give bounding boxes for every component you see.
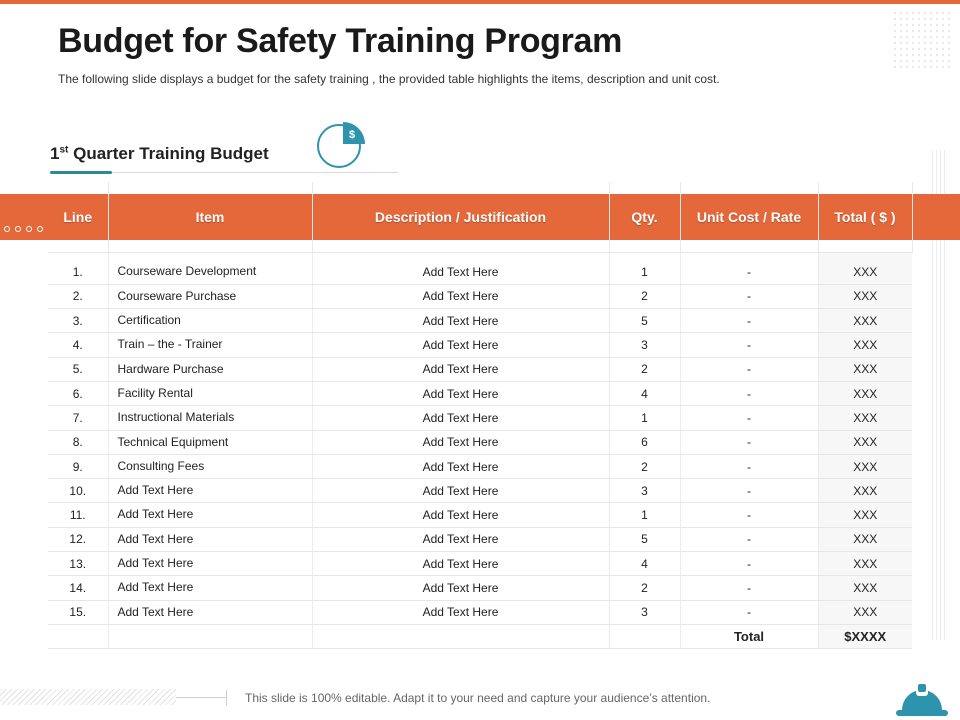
row-qty: 2 [609,357,680,381]
footer-note: This slide is 100% editable. Adapt it to your need and capture your audience’s attention. [245,691,711,705]
table-row [48,333,912,357]
row-description: Add Text Here [312,503,609,527]
section-title-text: Quarter Training Budget [68,144,269,163]
row-qty: 6 [609,430,680,454]
row-total: XXX [818,309,912,333]
row-description: Add Text Here [312,406,609,430]
row-unit-cost: - [680,430,818,454]
row-item: Add Text Here [108,552,312,576]
row-unit-cost: - [680,357,818,381]
row-qty: 2 [609,454,680,478]
table-row [48,552,912,576]
pie-dollar-symbol: $ [348,129,356,141]
header-unit-cost: Unit Cost / Rate [680,182,818,252]
safety-helmet-icon [892,680,952,720]
row-description: Add Text Here [312,260,609,284]
total-empty-cell [48,624,108,648]
row-unit-cost: - [680,576,818,600]
table-row [48,406,912,430]
table-row [48,430,912,454]
page-subtitle: The following slide displays a budget for the safety training , the provided table highlights the items, description and unit cost. [58,72,720,86]
header-qty: Qty. [609,182,680,252]
top-accent-bar [0,0,960,4]
row-unit-cost: - [680,260,818,284]
circle-icon [26,226,32,232]
row-total: XXX [818,260,912,284]
footer-hatch [0,689,176,705]
row-total: XXX [818,357,912,381]
row-qty: 3 [609,333,680,357]
table-row [48,309,912,333]
row-qty: 4 [609,552,680,576]
table-body [48,252,912,648]
table-row [48,454,912,478]
row-total: XXX [818,406,912,430]
row-description: Add Text Here [312,309,609,333]
row-unit-cost: - [680,552,818,576]
row-line: 12. [48,527,108,551]
table-row [48,260,912,284]
table-row [48,600,912,624]
row-total: XXX [818,430,912,454]
row-line: 14. [48,576,108,600]
row-unit-cost: - [680,381,818,405]
row-description: Add Text Here [312,430,609,454]
row-qty: 5 [609,527,680,551]
row-qty: 1 [609,406,680,430]
row-total: XXX [818,576,912,600]
circle-icon [15,226,21,232]
row-line: 4. [48,333,108,357]
row-item: Courseware Development [108,260,312,284]
decorative-circles [4,226,43,232]
row-item: Add Text Here [108,479,312,503]
row-qty: 1 [609,260,680,284]
row-item: Technical Equipment [108,430,312,454]
row-unit-cost: - [680,284,818,308]
row-item: Add Text Here [108,576,312,600]
row-total: XXX [818,527,912,551]
row-line: 8. [48,430,108,454]
row-description: Add Text Here [312,454,609,478]
circle-icon [4,226,10,232]
row-item: Certification [108,309,312,333]
header-line: Line [48,182,108,252]
row-unit-cost: - [680,479,818,503]
footer-line [176,697,226,698]
row-line: 9. [48,454,108,478]
row-item: Add Text Here [108,527,312,551]
header-description: Description / Justification [312,182,609,252]
row-qty: 2 [609,284,680,308]
footer-divider [226,690,227,706]
total-empty-cell [108,624,312,648]
total-value: $XXXX [818,624,912,648]
budget-table [48,182,913,649]
table-row [48,503,912,527]
row-unit-cost: - [680,454,818,478]
total-label: Total [680,624,818,648]
section-title [50,144,269,164]
row-line: 6. [48,381,108,405]
row-unit-cost: - [680,527,818,551]
table-row [48,576,912,600]
table-header-row [48,182,912,252]
row-item: Consulting Fees [108,454,312,478]
row-line: 13. [48,552,108,576]
page-title: Budget for Safety Training Program [58,22,623,60]
table-row [48,284,912,308]
row-line: 7. [48,406,108,430]
total-empty-cell [312,624,609,648]
row-item: Add Text Here [108,600,312,624]
row-total: XXX [818,454,912,478]
table-row [48,357,912,381]
row-unit-cost: - [680,333,818,357]
row-line: 5. [48,357,108,381]
row-qty: 1 [609,503,680,527]
decorative-dot-grid [892,10,952,70]
table-row [48,381,912,405]
row-total: XXX [818,284,912,308]
row-total: XXX [818,600,912,624]
row-qty: 3 [609,479,680,503]
row-description: Add Text Here [312,479,609,503]
row-item: Courseware Purchase [108,284,312,308]
row-unit-cost: - [680,503,818,527]
row-description: Add Text Here [312,381,609,405]
table-total-row [48,624,912,648]
row-total: XXX [818,552,912,576]
row-item: Instructional Materials [108,406,312,430]
section-accent-underline [50,171,112,174]
row-description: Add Text Here [312,576,609,600]
row-line: 2. [48,284,108,308]
table-row [48,479,912,503]
row-qty: 2 [609,576,680,600]
table-spacer-row [48,252,912,260]
row-line: 11. [48,503,108,527]
row-line: 1. [48,260,108,284]
row-qty: 5 [609,309,680,333]
circle-icon [37,226,43,232]
row-description: Add Text Here [312,357,609,381]
row-unit-cost: - [680,406,818,430]
row-description: Add Text Here [312,284,609,308]
row-item: Hardware Purchase [108,357,312,381]
row-line: 3. [48,309,108,333]
row-description: Add Text Here [312,600,609,624]
row-line: 10. [48,479,108,503]
row-total: XXX [818,479,912,503]
table-row [48,527,912,551]
row-description: Add Text Here [312,333,609,357]
row-qty: 3 [609,600,680,624]
header-item: Item [108,182,312,252]
section-ordinal-number: 1 [50,144,60,163]
row-qty: 4 [609,381,680,405]
header-total: Total ( $ ) [818,182,912,252]
row-total: XXX [818,381,912,405]
row-description: Add Text Here [312,552,609,576]
row-line: 15. [48,600,108,624]
row-total: XXX [818,503,912,527]
row-item: Train – the - Trainer [108,333,312,357]
row-description: Add Text Here [312,527,609,551]
row-unit-cost: - [680,600,818,624]
section-ordinal-suffix: st [59,144,69,156]
total-empty-cell [609,624,680,648]
pie-chart-dollar-icon [314,120,368,172]
row-unit-cost: - [680,309,818,333]
row-item: Facility Rental [108,381,312,405]
row-total: XXX [818,333,912,357]
row-item: Add Text Here [108,503,312,527]
